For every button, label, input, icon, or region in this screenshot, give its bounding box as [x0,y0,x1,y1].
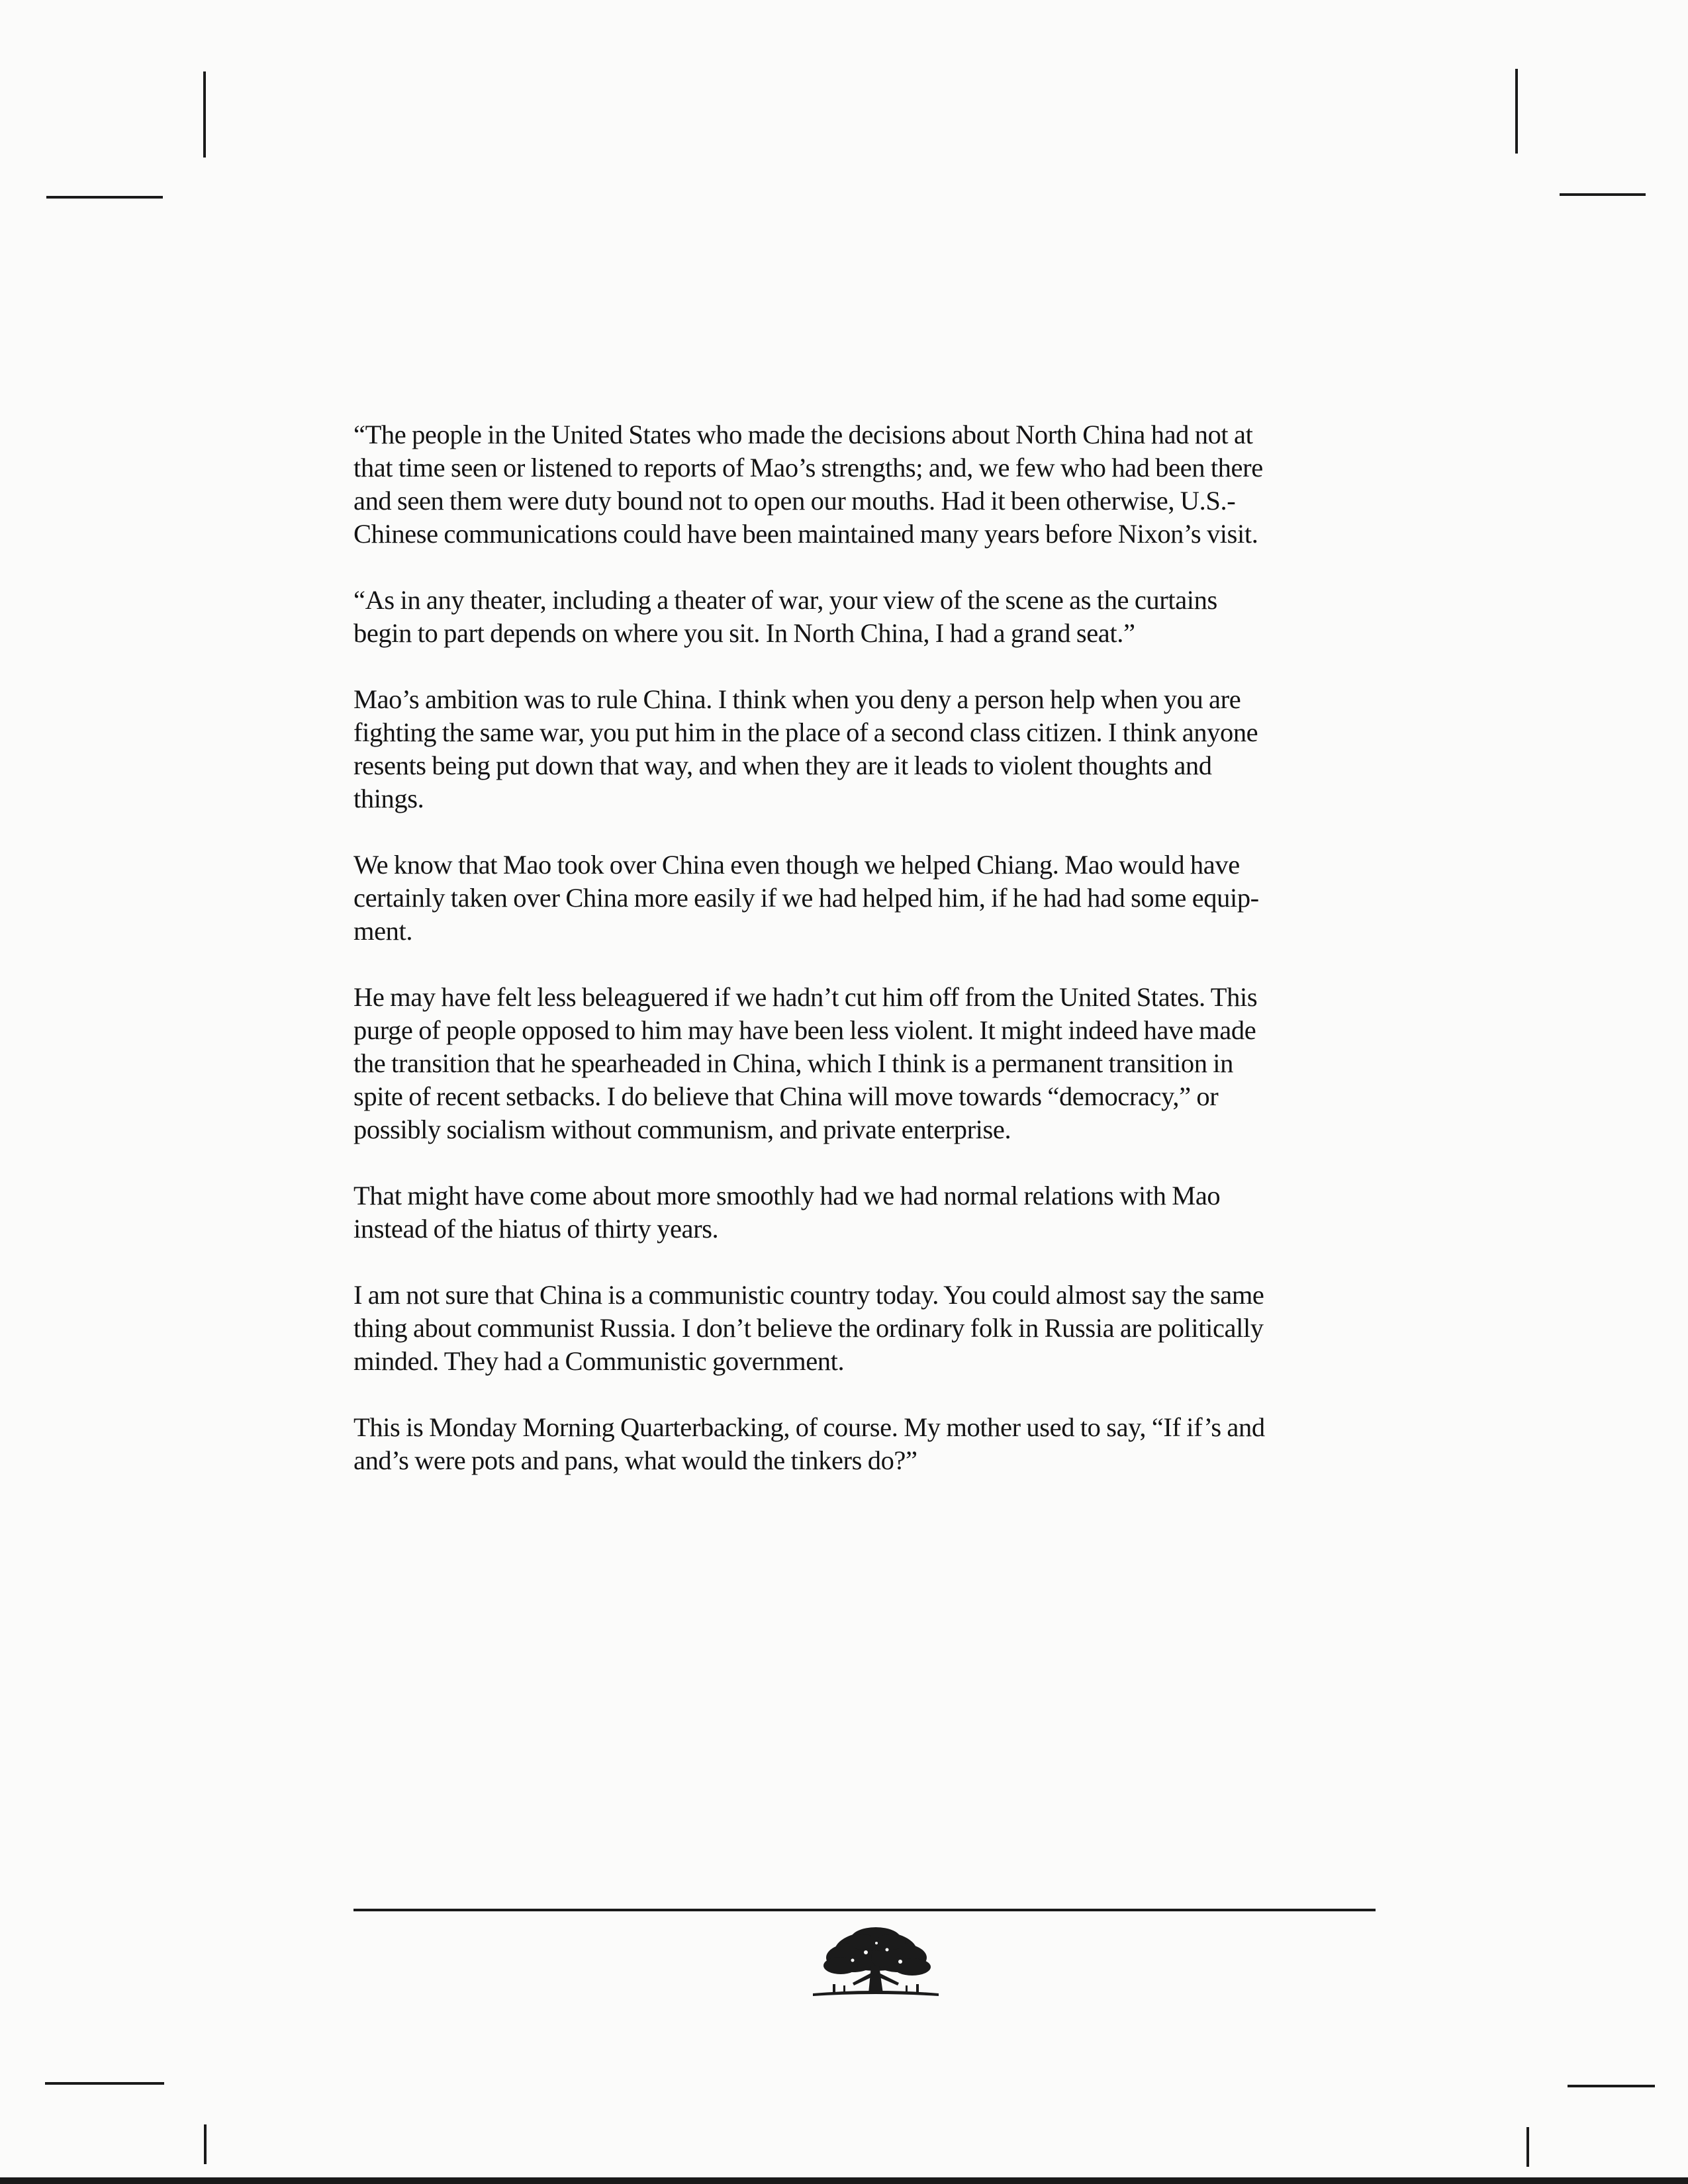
text-line: This is Monday Morning Quarterbacking, of course. My mother used to say, “If if’s and [353,1412,1265,1442]
paragraph-8 [353,1411,1366,1477]
text-line: spite of recent setbacks. I do believe that China will move towards “democracy,” or [353,1081,1219,1111]
paragraph-7 [353,1279,1366,1378]
text-line: I am not sure that China is a communistic country today. You could almost say the same [353,1280,1264,1310]
paragraph-1 [353,418,1366,551]
text-line: ment. [353,916,413,946]
text-line: He may have felt less beleaguered if we hadn’t cut him off from the United States. This [353,982,1258,1012]
crop-mark-top-right-horizontal [1560,193,1646,196]
text-line: “The people in the United States who made the decisions about North China had not at [353,420,1253,449]
text-line: that time seen or listened to reports of Mao’s strengths; and, we few who had been there [353,453,1263,482]
paragraph-4 [353,848,1366,948]
text-line: resents being put down that way, and when they are it leads to violent thoughts and [353,751,1212,780]
text-line: Chinese communications could have been maintained many years before Nixon’s visit. [353,519,1258,549]
text-line: and’s were pots and pans, what would the tinkers do?” [353,1445,917,1475]
crop-mark-top-right-vertical [1515,69,1518,154]
paragraph-5 [353,981,1366,1146]
text-line: fighting the same war, you put him in the place of a second class citizen. I think anyone [353,717,1258,747]
text-line: and seen them were duty bound not to open our mouths. Had it been otherwise, U.S.- [353,486,1236,516]
text-line: the transition that he spearheaded in China, which I think is a permanent transition in [353,1048,1233,1078]
crop-mark-bottom-left-vertical [204,2124,207,2164]
crop-mark-top-left-horizontal [46,196,163,199]
crop-mark-bottom-right-horizontal [1568,2085,1655,2087]
text-line: things. [353,784,424,813]
scan-bottom-edge [0,2177,1688,2184]
text-line: That might have come about more smoothly had we had normal relations with Mao [353,1181,1221,1210]
crop-mark-top-left-vertical [203,71,206,158]
text-line: “As in any theater, including a theater of war, your view of the scene as the curtains [353,585,1217,615]
text-line: purge of people opposed to him may have been less violent. It might indeed have made [353,1015,1256,1045]
text-line: certainly taken over China more easily if we had helped him, if he had had some equip- [353,883,1259,913]
text-line: thing about communist Russia. I don’t believe the ordinary folk in Russia are politically [353,1313,1264,1343]
crop-mark-bottom-right-vertical [1526,2127,1529,2167]
text-line: Mao’s ambition was to rule China. I think when you deny a person help when you are [353,684,1241,714]
paragraph-3 [353,683,1366,815]
text-line: minded. They had a Communistic government. [353,1346,845,1376]
text-line: begin to part depends on where you sit. In North China, I had a grand seat.” [353,618,1135,648]
text-line: possibly socialism without communism, and private enterprise. [353,1115,1011,1144]
paragraph-6 [353,1179,1366,1246]
oak-tree-icon [806,1919,945,2005]
footer-rule [353,1909,1376,1911]
text-line: We know that Mao took over China even though we helped Chiang. Mao would have [353,850,1240,880]
text-line: instead of the hiatus of thirty years. [353,1214,719,1244]
document-body [353,418,1366,1510]
crop-mark-bottom-left-horizontal [45,2082,164,2085]
paragraph-2 [353,584,1366,650]
